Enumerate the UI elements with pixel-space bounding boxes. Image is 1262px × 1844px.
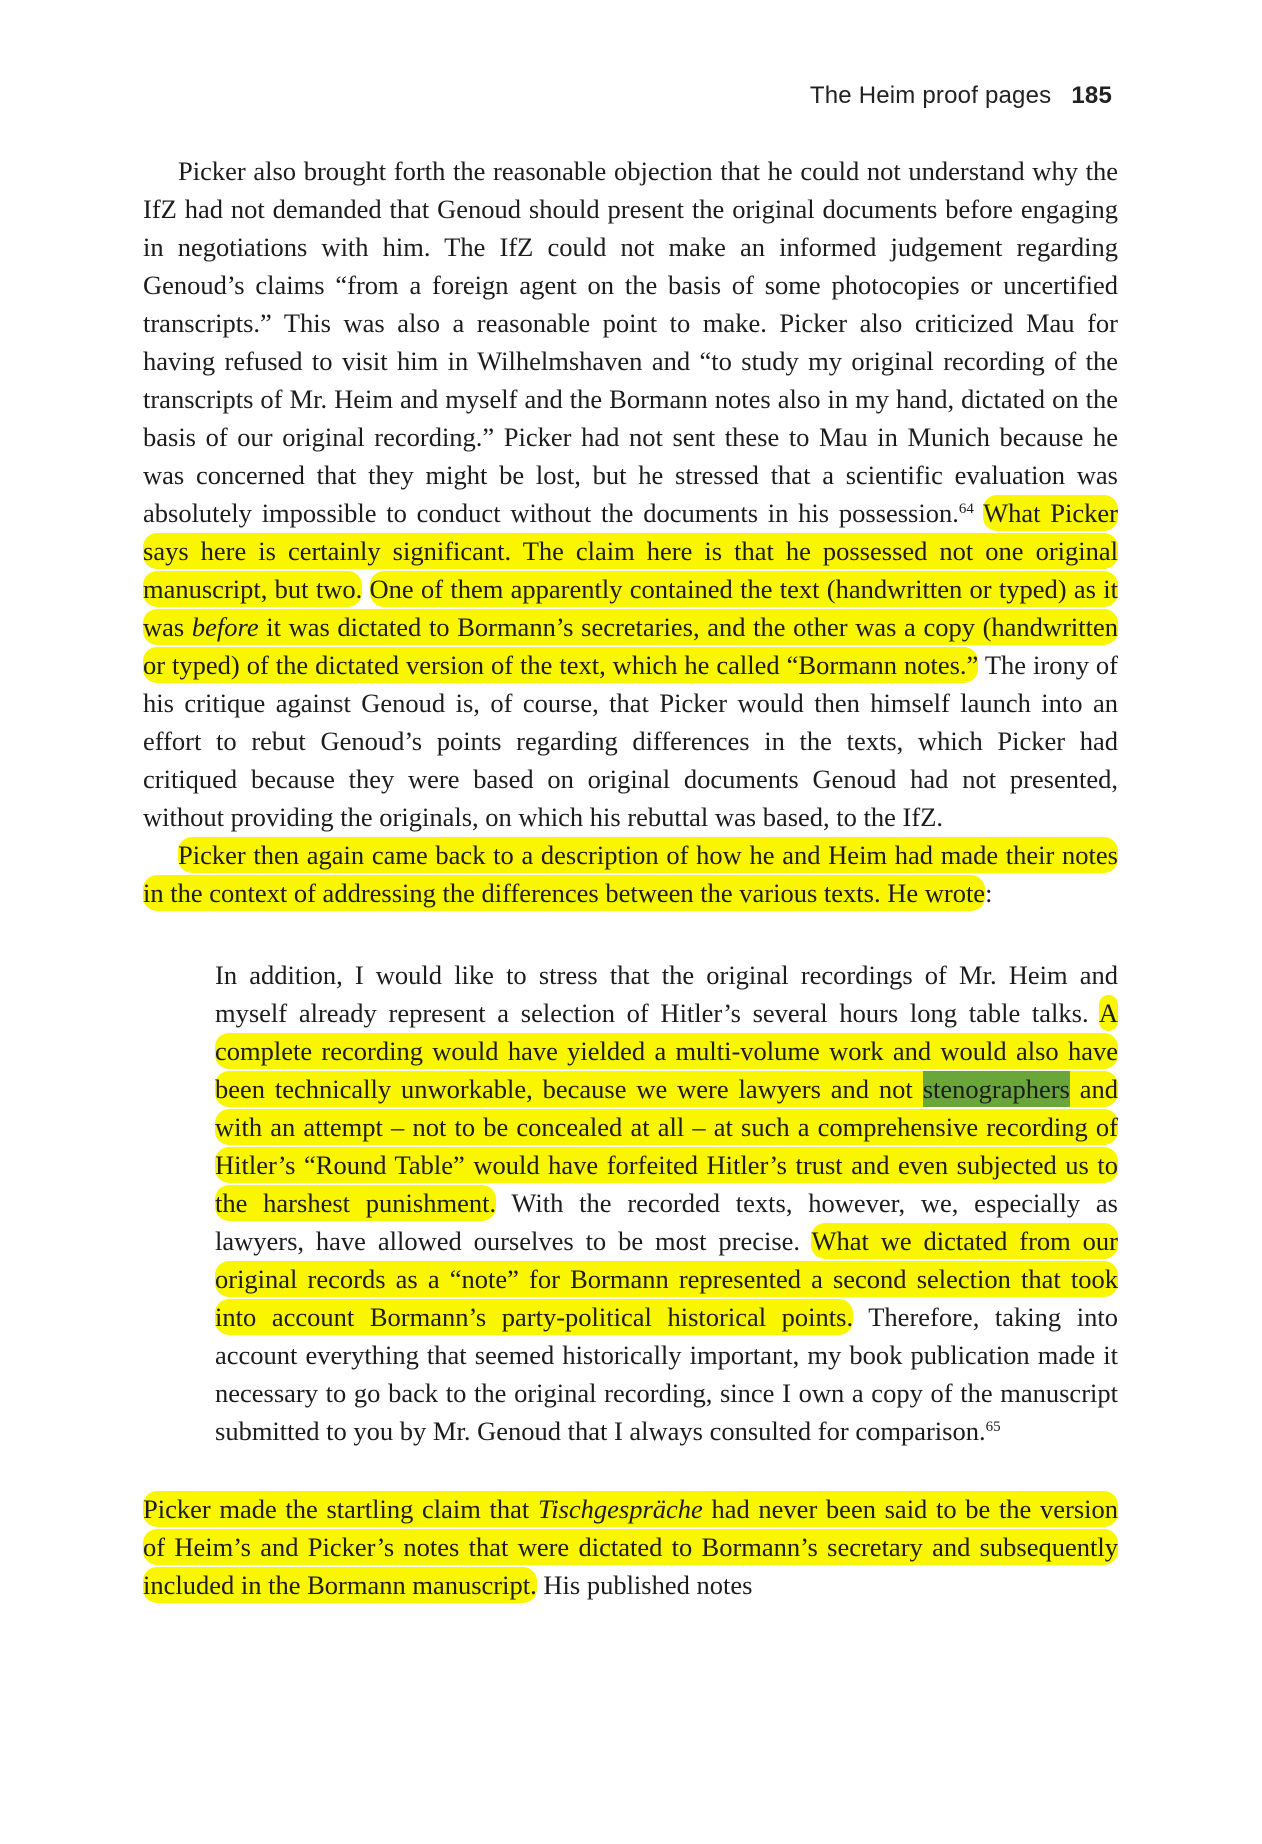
- highlight-span: What we dictated from our original records as a “note” for Bormann represented a second selection that took into account Bormann’s party-political historical points.: [215, 1223, 1118, 1335]
- block-quote: [215, 956, 1118, 1450]
- text-span: Therefore, taking into account everything that seemed historically important, my book publication made it necessary to go back to the original recording, since I own a copy of the manuscript submitted to you by Mr. Genoud that I always consulted for comparison.: [215, 1302, 1118, 1446]
- running-head-title: The Heim proof pages: [809, 82, 1052, 109]
- highlight-span: Picker then again came back to a description of how he and Heim had made their notes in the context of addressing the differences between the various texts. He wrote: [143, 837, 1118, 911]
- running-head: [810, 82, 1112, 110]
- highlight-text: A complete recording would have yielded a multi-volume work and would also have been technically unworkable, because we were lawyers and not: [215, 998, 1118, 1104]
- green-highlight-word: stenographers: [923, 1071, 1070, 1107]
- text-span: His published notes: [543, 1570, 753, 1600]
- highlight-text: it was dictated to Bormann’s secretaries, and the other was a copy (handwritten or typed) of the dictated version of the text, which he called “Bormann notes.”: [143, 612, 1118, 680]
- highlight-text: One of them apparently contained the text (handwritten or typed) as it was: [143, 574, 1118, 642]
- emphasis-text: before: [191, 612, 259, 642]
- text-span: In addition, I would like to stress that the original recordings of Mr. Heim and myself already represent a selection of Hitler’s several hours long table talks.: [215, 960, 1118, 1028]
- highlight-text: had never been said to be the version of Heim’s and Picker’s notes that were dictated to Bormann’s secretary and subsequently included in the Bormann manuscript.: [143, 1494, 1118, 1600]
- text-span: :: [985, 878, 993, 908]
- page-number: 185: [1071, 82, 1112, 109]
- highlight-span: What Picker says here is certainly significant. The claim here is that he possessed not one original manuscript, but two.: [143, 495, 1118, 607]
- footnote-ref-64: 64: [958, 501, 974, 517]
- text-span: With the recorded texts, however, we, especially as lawyers, have allowed ourselves to be most precise.: [215, 1188, 1118, 1256]
- highlight-text: Picker made the startling claim that: [143, 1494, 530, 1524]
- paragraph-picker-description: [143, 836, 1118, 912]
- paragraph-picker-objection: [143, 152, 1118, 836]
- text-span: The irony of his critique against Genoud is, of course, that Picker would then himself launch into an effort to rebut Genoud’s points regarding differences in the texts, which Picker had critiqued because they were based on original documents Genoud had not presented, without providing the originals, on which his rebuttal was based, to the IfZ.: [143, 650, 1118, 832]
- emphasis-text: Tischgespräche: [537, 1494, 703, 1524]
- paragraph-startling-claim: [143, 1490, 1118, 1604]
- body-text: [143, 152, 1118, 1604]
- highlight-text: and with an attempt – not to be concealed at all – at such a comprehensive recording of Hitler’s “Round Table” would have forfeited Hitler’s trust and even subjected us to the harshest punishment.: [215, 1074, 1119, 1218]
- footnote-ref-65: 65: [985, 1419, 1001, 1435]
- text-span: Picker also brought forth the reasonable objection that he could not understand why the IfZ had not demanded that Genoud should present the original documents before engaging in negotiations with him. The IfZ could not make an informed judgement regarding Genoud’s claims “from a foreign agent on the basis of some photocopies or uncertified transcripts.” This was also a reasonable point to make. Picker also criticized Mau for having refused to visit him in Wilhelmshaven and “to study my original recording of the transcripts of Mr. Heim and myself and the Bormann notes also in my hand, dictated on the basis of our original recording.” Picker had not sent these to Mau in Munich because he was concerned that they might be lost, but he stressed that a scientific evaluation was absolutely impossible to conduct without the documents in his possession.: [143, 156, 1118, 528]
